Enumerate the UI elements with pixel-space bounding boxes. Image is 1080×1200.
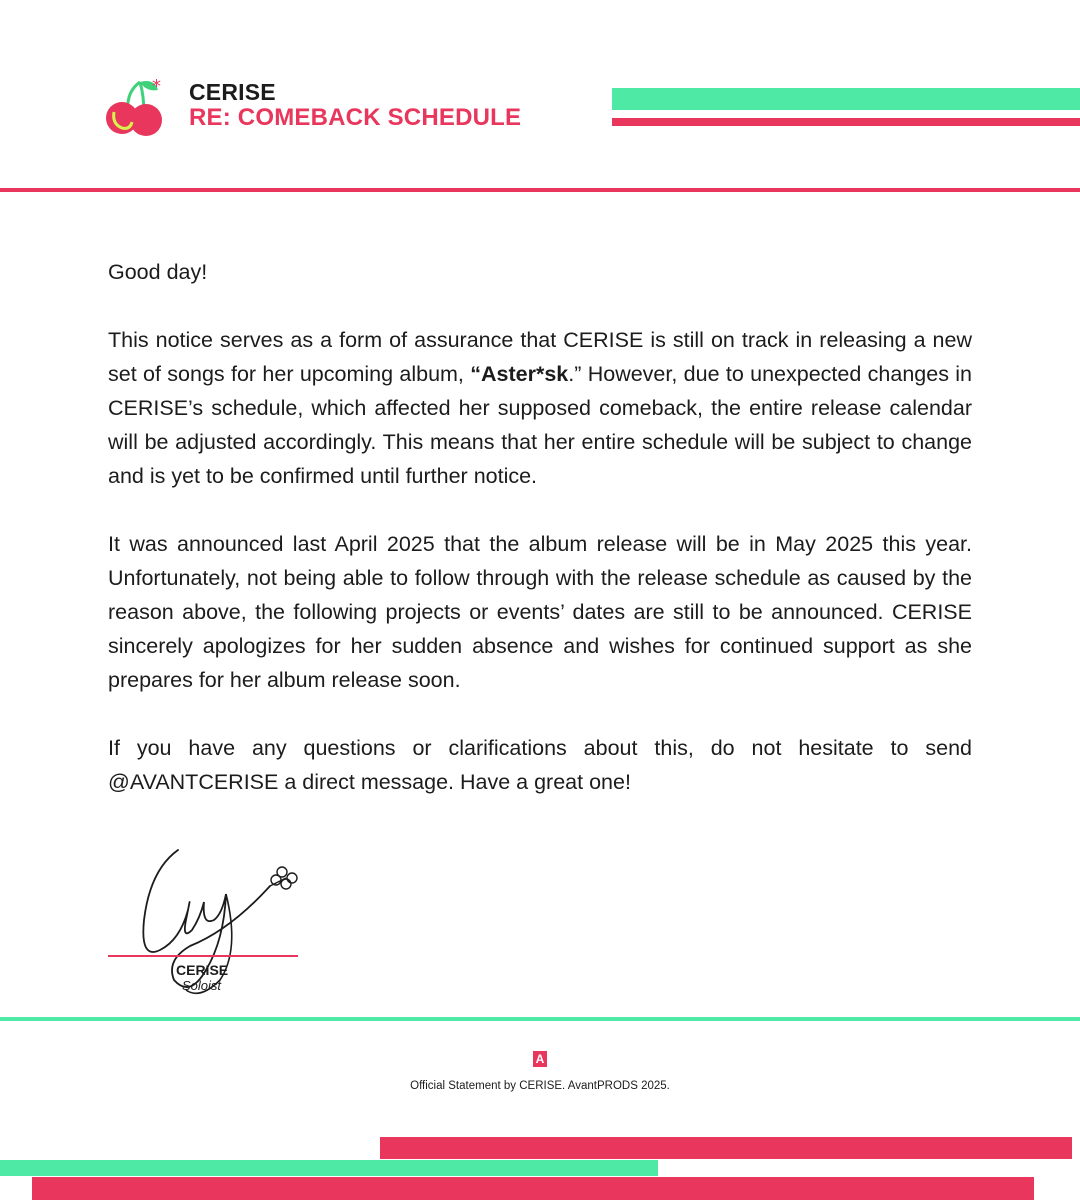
decorative-bar-green bbox=[612, 88, 1080, 110]
album-title: “Aster*sk bbox=[470, 362, 569, 386]
letter-paragraph-2: It was announced last April 2025 that the album release will be in May 2025 this year. Unfortunately, not being able to follow through with the release schedule as caused by the reason above, the following projects or events’ dates are still to be announced. CERISE sincerely apologizes for her sudden absence and wishes for continued support as she prepares for her album release soon. bbox=[108, 532, 972, 692]
avant-logo-icon: A bbox=[533, 1051, 547, 1067]
cherry-logo-icon bbox=[100, 70, 172, 142]
decorative-bar-green bbox=[0, 1160, 658, 1176]
signatory-role: Soloist bbox=[182, 978, 222, 993]
decorative-bar-red bbox=[380, 1137, 1072, 1159]
paragraph-1-text-start: This notice serves as a form of assurance that CERISE is still on track in releasing a new set of songs for her upcoming album, bbox=[108, 328, 972, 386]
letter-paragraph-1 bbox=[108, 323, 972, 493]
header-divider bbox=[0, 188, 1080, 192]
letter-paragraph-3: If you have any questions or clarifications about this, do not hesitate to send @AVANTCERISE a direct message. Have a great one! bbox=[108, 736, 972, 794]
decorative-bar-red bbox=[32, 1177, 1034, 1200]
signatory-name: CERISE bbox=[176, 962, 229, 978]
decorative-bar-red bbox=[612, 118, 1080, 126]
paragraph-1-text-end: .” However, due to unexpected changes in CERISE’s schedule, which affected her supposed comeback, the entire release calendar will be adjusted accordingly. This means that her entire schedule will be subject to change and is yet to be confirmed until further notice. bbox=[108, 362, 973, 488]
letter-body bbox=[108, 255, 972, 833]
letter-greeting: Good day! bbox=[108, 260, 208, 284]
signature-line bbox=[108, 955, 298, 957]
brand-name: CERISE bbox=[189, 79, 276, 105]
handwritten-signature bbox=[130, 830, 320, 1010]
footer-divider bbox=[0, 1017, 1080, 1021]
svg-text:*: * bbox=[152, 76, 161, 97]
footer-statement: Official Statement by CERISE. AvantPRODS 2025. bbox=[410, 1080, 670, 1092]
subject-title: RE: COMEBACK SCHEDULE bbox=[189, 104, 522, 131]
